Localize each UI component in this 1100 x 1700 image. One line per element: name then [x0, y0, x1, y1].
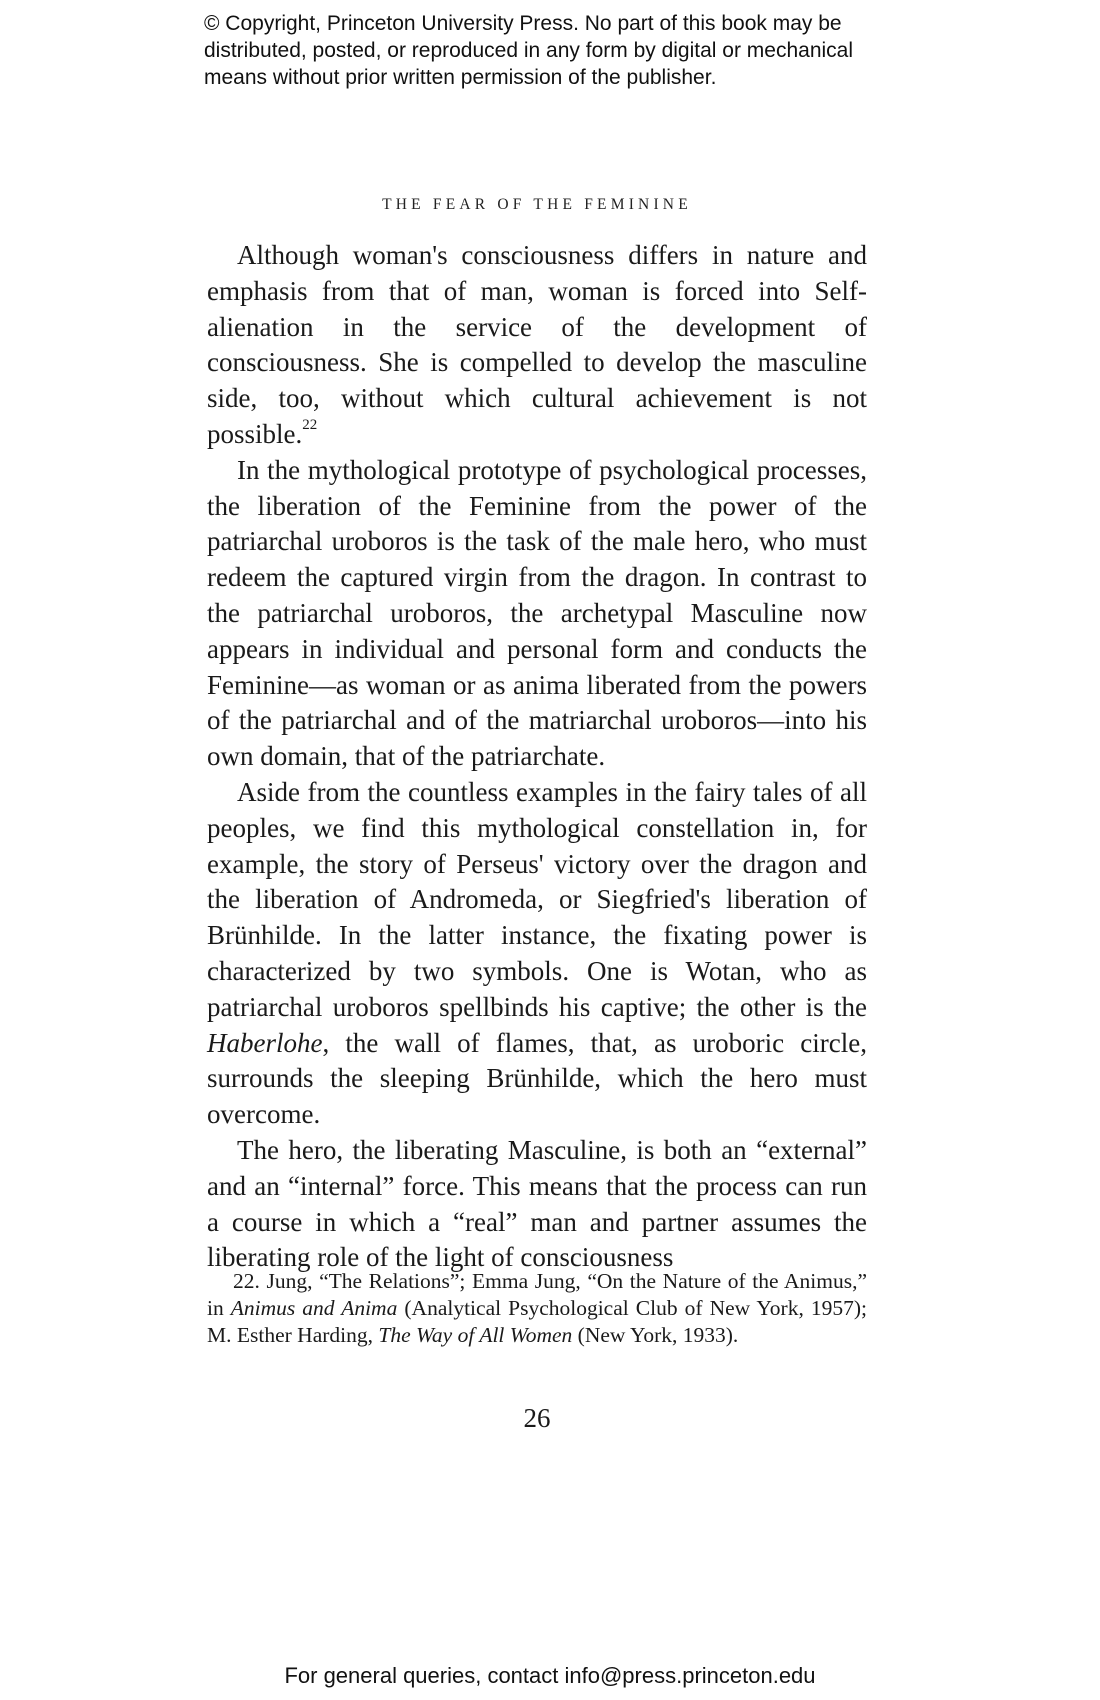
paragraph-3-text-before: Aside from the countless examples in the fairy tales of all peoples, we find this mythological constellation in, for example, the story of Perseus' victory over the dragon and the liberation of Andromeda, or Siegfried's liberation of Brünhilde. In the latter instance, the fixating power is characterized by two symbols. One is Wotan, who as patriarchal uroboros spellbinds his captive; the other is the: [207, 776, 867, 1022]
running-head: THE FEAR OF THE FEMININE: [382, 196, 692, 213]
footnote: [207, 1268, 867, 1349]
paragraph-4: The hero, the liberating Masculine, is both an “external” and an “internal” force. This means that the process can run a course in which a “real” man and partner assumes the liberating role of the light of consciousness: [207, 1134, 867, 1273]
paragraph-3-text-after: , the wall of flames, that, as uroboric circle, surrounds the sleeping Brünhilde, which the hero must overcome.: [207, 1027, 867, 1130]
footnote-number: 22.: [233, 1269, 260, 1293]
copyright-notice: © Copyright, Princeton University Press. No part of this book may be distributed, posted, or reproduced in any form by digital or mechanical means without prior written permission of the publisher.: [204, 12, 854, 89]
footnote-text-3: (New York, 1933).: [572, 1323, 739, 1347]
footnote-italic-2: The Way of All Women: [378, 1323, 573, 1347]
footnote-italic-1: Animus and Anima: [230, 1296, 398, 1320]
paragraph-1-text: Although woman's consciousness differs in nature and emphasis from that of man, woman is forced into Self-alienation in the service of the development of consciousness. She is compelled to develop the masculine side, too, without which cultural achievement is not possible.: [207, 240, 867, 449]
footnote-text-2: (Analytical Psychological Club of New York, 1957); M. Esther Harding,: [207, 1296, 867, 1347]
paragraph-1: [207, 238, 867, 453]
paragraph-3-italic: Haberlohe: [207, 1027, 323, 1058]
paragraph-3: [207, 775, 867, 1133]
body-text: [207, 238, 867, 1276]
footnote-reference: 22: [302, 416, 318, 433]
contact-line: For general queries, contact info@press.princeton.edu: [284, 1663, 816, 1688]
footnote-text-1: Jung, “The Relations”; Emma Jung, “On the Nature of the Animus,” in: [207, 1269, 867, 1320]
paragraph-2: In the mythological prototype of psychological processes, the liberation of the Feminine from the power of the patriarchal uroboros is the task of the male hero, who must redeem the captured virgin from the dragon. In contrast to the patriarchal uroboros, the archetypal Masculine now appears in individual and personal form and conducts the Feminine—as woman or as anima liberated from the powers of the patriarchal and of the matriarchal uroboros—into his own domain, that of the patriarchate.: [207, 454, 867, 772]
page-number: 26: [523, 1403, 551, 1433]
